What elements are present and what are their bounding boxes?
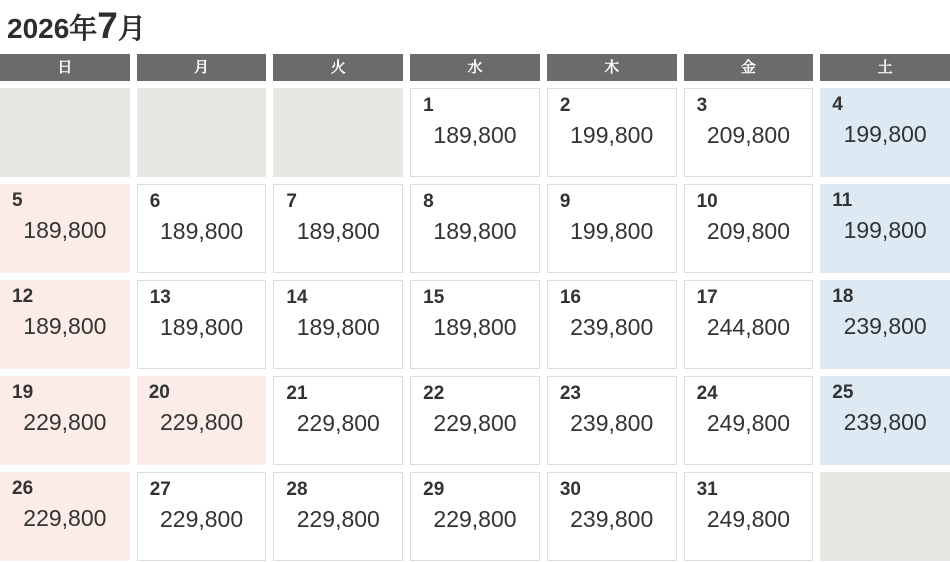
weekday-header: 日 — [0, 54, 130, 81]
day-number: 24 — [696, 383, 718, 404]
title-month-suffix: 月 — [117, 13, 146, 44]
price: 229,800 — [296, 506, 380, 532]
weekday-header: 土 — [820, 54, 950, 81]
day-cell[interactable] — [820, 376, 950, 465]
price: 189,800 — [296, 218, 380, 244]
price: 199,800 — [570, 122, 654, 148]
day-cell[interactable] — [0, 184, 130, 273]
price: 244,800 — [706, 314, 790, 340]
price-calendar — [0, 54, 950, 561]
price: 189,800 — [433, 218, 517, 244]
day-number: 13 — [149, 287, 171, 308]
price: 189,800 — [433, 314, 517, 340]
price: 229,800 — [433, 506, 517, 532]
day-number: 15 — [423, 287, 445, 308]
day-cell[interactable] — [410, 88, 540, 177]
day-number: 29 — [423, 479, 445, 500]
price: 199,800 — [843, 217, 927, 243]
price: 229,800 — [159, 506, 244, 532]
weekday-header: 金 — [684, 54, 814, 81]
weekday-header: 水 — [410, 54, 540, 81]
day-number: 10 — [696, 191, 718, 212]
price: 229,800 — [159, 409, 244, 435]
weekday-header: 火 — [273, 54, 403, 81]
price: 239,800 — [570, 506, 654, 532]
day-cell[interactable] — [410, 280, 540, 369]
day-cell[interactable] — [273, 280, 403, 369]
price: 229,800 — [433, 410, 517, 436]
price: 209,800 — [706, 218, 790, 244]
price: 209,800 — [706, 122, 790, 148]
day-cell[interactable] — [137, 184, 267, 273]
day-number: 8 — [423, 191, 434, 212]
price: 239,800 — [570, 410, 654, 436]
price: 229,800 — [296, 410, 380, 436]
empty-cell — [137, 88, 267, 177]
day-number: 31 — [696, 479, 718, 500]
day-cell[interactable] — [137, 472, 267, 561]
price: 249,800 — [706, 410, 790, 436]
day-number: 23 — [559, 383, 581, 404]
weekday-header: 木 — [547, 54, 677, 81]
day-cell[interactable] — [0, 280, 130, 369]
day-cell[interactable] — [547, 184, 677, 273]
day-cell[interactable] — [684, 472, 814, 561]
day-number: 3 — [696, 95, 708, 116]
day-cell[interactable] — [547, 88, 677, 177]
day-cell[interactable] — [684, 376, 814, 465]
price: 229,800 — [23, 505, 107, 531]
day-number: 11 — [832, 190, 853, 211]
page-title — [0, 0, 950, 54]
day-number: 2 — [559, 95, 571, 116]
day-cell[interactable] — [410, 376, 540, 465]
day-number: 9 — [559, 191, 571, 212]
day-number: 7 — [286, 191, 297, 212]
price: 189,800 — [23, 217, 107, 243]
day-number: 12 — [12, 286, 34, 307]
day-cell[interactable] — [273, 472, 403, 561]
day-cell[interactable] — [273, 376, 403, 465]
price: 189,800 — [159, 218, 244, 244]
price: 239,800 — [843, 313, 927, 339]
day-number: 1 — [423, 95, 434, 116]
day-number: 5 — [12, 190, 23, 211]
day-cell[interactable] — [547, 376, 677, 465]
day-cell[interactable] — [547, 280, 677, 369]
empty-cell — [0, 88, 130, 177]
day-number: 20 — [148, 382, 170, 403]
day-number: 16 — [559, 287, 581, 308]
day-cell[interactable] — [820, 88, 950, 177]
day-number: 26 — [12, 478, 34, 499]
price: 199,800 — [570, 218, 654, 244]
day-cell[interactable] — [547, 472, 677, 561]
price: 189,800 — [433, 122, 517, 148]
price: 189,800 — [23, 313, 107, 339]
day-number: 19 — [12, 382, 34, 403]
day-cell[interactable] — [684, 280, 814, 369]
day-number: 17 — [696, 287, 718, 308]
empty-cell — [273, 88, 403, 177]
price: 249,800 — [706, 506, 790, 532]
day-number: 4 — [832, 94, 843, 115]
day-number: 22 — [423, 383, 445, 404]
day-cell[interactable] — [820, 280, 950, 369]
day-number: 14 — [286, 287, 308, 308]
day-number: 21 — [286, 383, 308, 404]
day-number: 18 — [832, 286, 854, 307]
day-cell[interactable] — [0, 376, 130, 465]
day-cell[interactable] — [410, 184, 540, 273]
title-year: 2026年 — [7, 13, 98, 44]
day-number: 25 — [832, 382, 854, 403]
day-cell[interactable] — [684, 184, 814, 273]
day-cell[interactable] — [137, 376, 267, 465]
price: 229,800 — [23, 409, 107, 435]
title-month: 7 — [97, 5, 118, 46]
day-cell[interactable] — [273, 184, 403, 273]
day-cell[interactable] — [684, 88, 814, 177]
day-cell[interactable] — [137, 280, 267, 369]
price: 189,800 — [159, 314, 244, 340]
price: 239,800 — [570, 314, 654, 340]
price: 199,800 — [843, 121, 927, 147]
day-cell[interactable] — [0, 472, 130, 561]
day-number: 6 — [149, 191, 161, 212]
day-cell[interactable] — [820, 184, 950, 273]
day-cell[interactable] — [410, 472, 540, 561]
day-number: 30 — [559, 479, 581, 500]
weekday-header: 月 — [137, 54, 267, 81]
empty-cell — [820, 472, 950, 561]
price: 189,800 — [296, 314, 380, 340]
price: 239,800 — [843, 409, 927, 435]
day-number: 27 — [149, 479, 171, 500]
day-number: 28 — [286, 479, 308, 500]
